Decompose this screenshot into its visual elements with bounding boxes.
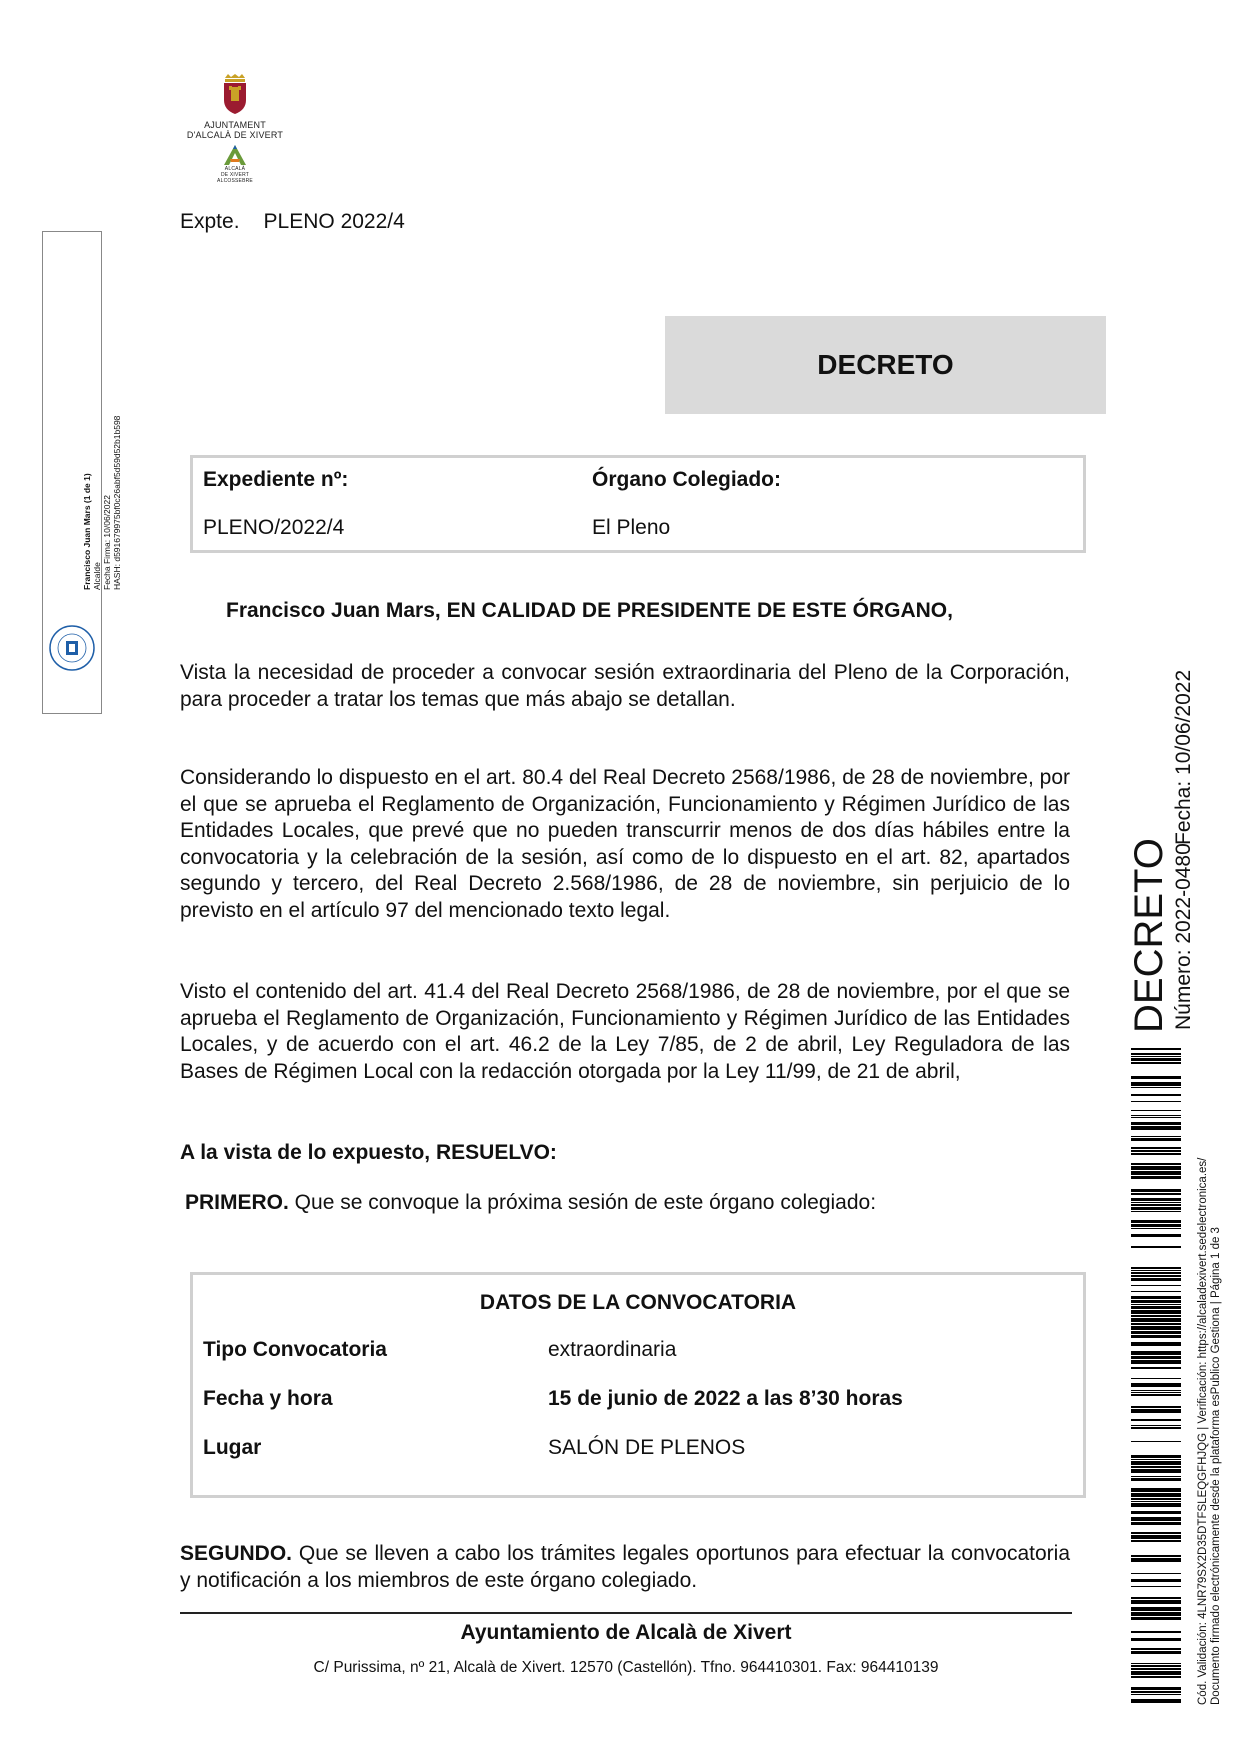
signer-role: Alcalde (92, 562, 102, 590)
convocatoria-title: DATOS DE LA CONVOCATORIA (479, 1291, 797, 1314)
logo-line-2: D'ALCALÀ DE XIVERT (186, 130, 284, 140)
logo-line-1: AJUNTAMENT (204, 120, 266, 130)
validation-code: Cód. Validación: 4LNR79SX2D35DTFSLEQGFHJQG | Verificación: https://alcaladexivert.sedelectronica.es/ (1197, 1157, 1209, 1705)
primero-text: Que se convoque la próxima sesión de este órgano colegiado: (288, 1191, 877, 1214)
municipal-logo (180, 74, 290, 192)
organo-header-cell: Órgano Colegiado: (592, 468, 781, 491)
lugar-value: SALÓN DE PLENOS (548, 1436, 746, 1459)
resuelvo-heading: A la vista de lo expuesto, RESUELVO: (180, 1141, 557, 1164)
tipo-label: Tipo Convocatoria (203, 1338, 387, 1361)
segundo-text: Que se lleven a cabo los trámites legales oportunos para efectuar la convocatoria y notificación a los miembros de este órgano colegiado. (180, 1542, 1070, 1592)
convocatoria-table (190, 1272, 1086, 1498)
organo-value-cell: El Pleno (592, 516, 671, 539)
footer-divider (180, 1612, 1072, 1614)
signature-details (82, 370, 122, 590)
side-decreto-label: DECRETO (1127, 838, 1171, 1033)
paragraph-considerando: Considerando lo dispuesto en el art. 80.4 del Real Decreto 2568/1986, de 28 de noviembre, por el que se aprueba el Reglamento de Organización, Funcionamiento y Régimen Jurídico de las Entidades Locales, que prevé que no pueden transcurrir menos de dos días hábiles entre la convocatoria y la celebración de la sesión, así como de lo dispuesto en el art. 82, apartados segundo y tercero, del Real Decreto 2.568/1986, de 28 de noviembre, sin perjuicio de lo previsto en el artículo 97 del mencionado texto legal. (180, 766, 1070, 922)
segundo-label: SEGUNDO. (180, 1542, 293, 1565)
fecha-value: 15 de junio de 2022 a las 8’30 horas (548, 1387, 903, 1410)
logo-sub-3: ALCOSSEBRE (217, 178, 253, 184)
decreto-title-box (665, 316, 1106, 414)
tipo-value: extraordinaria (548, 1338, 677, 1361)
fecha-label: Fecha y hora (203, 1387, 333, 1410)
side-validation-text (1197, 1158, 1223, 1705)
barcode-icon (1131, 1048, 1181, 1704)
signature-hash: HASH: d591679975bf0c26abf5d59d52b1b598 (112, 415, 122, 590)
paragraph-visto: Visto el contenido del art. 41.4 del Real Decreto 2568/1986, de 28 de noviembre, por el que se aprueba el Reglamento de Organización, Funcionamiento y Régimen Jurídico de las Entidades Locales, y de acuerdo con el art. 46.2 de la Ley 7/85, de 2 de abril, Ley Reguladora de las Bases de Régimen Local con la redacción otorgada por la Ley 11/99, de 21 de abril, (180, 980, 1070, 1083)
alcala-a-logo-icon (222, 144, 248, 166)
doc-type-title: DECRETO (817, 349, 954, 380)
logo-sub-1: ALCALÀ (224, 166, 246, 172)
signature-date: Fecha Firma: 10/06/2022 (102, 495, 112, 590)
expediente-value-cell: PLENO/2022/4 (203, 516, 345, 539)
expediente-table (190, 455, 1086, 553)
presidente-heading: Francisco Juan Mars, EN CALIDAD DE PRESIDENTE DE ESTE ÓRGANO, (226, 599, 953, 622)
primero-paragraph (185, 1190, 1075, 1217)
footer-organization: Ayuntamiento de Alcalà de Xivert (460, 1621, 792, 1644)
expediente-header (180, 210, 405, 234)
primero-label: PRIMERO. (185, 1191, 289, 1214)
expte-value: PLENO 2022/4 (263, 210, 405, 233)
signer-name: Francisco Juan Mars (1 de 1) (82, 473, 92, 590)
expediente-header-cell: Expediente nº: (203, 468, 349, 491)
coat-of-arms-icon (220, 74, 250, 114)
side-fecha: Fecha: 10/06/2022 (1172, 669, 1195, 845)
logo-sub-2: DE XIVERT (220, 172, 250, 178)
platform-note: Documento firmado electrónicamente desde la plataforma esPublico Gestiona | Página 1 de 3 (1210, 1227, 1222, 1705)
segundo-paragraph (180, 1541, 1070, 1594)
paragraph-vista: Vista la necesidad de proceder a convocar sesión extraordinaria del Pleno de la Corporación, para proceder a tratar los temas que más abajo se detallan. (180, 661, 1070, 711)
official-seal-icon (48, 624, 96, 672)
side-numero: Número: 2022-0480 (1172, 843, 1195, 1030)
expte-label: Expte. (180, 210, 240, 233)
footer-address: C/ Purissima, nº 21, Alcalà de Xivert. 12570 (Castellón). Tfno. 964410301. Fax: 964410139 (313, 1659, 939, 1676)
lugar-label: Lugar (203, 1436, 262, 1459)
